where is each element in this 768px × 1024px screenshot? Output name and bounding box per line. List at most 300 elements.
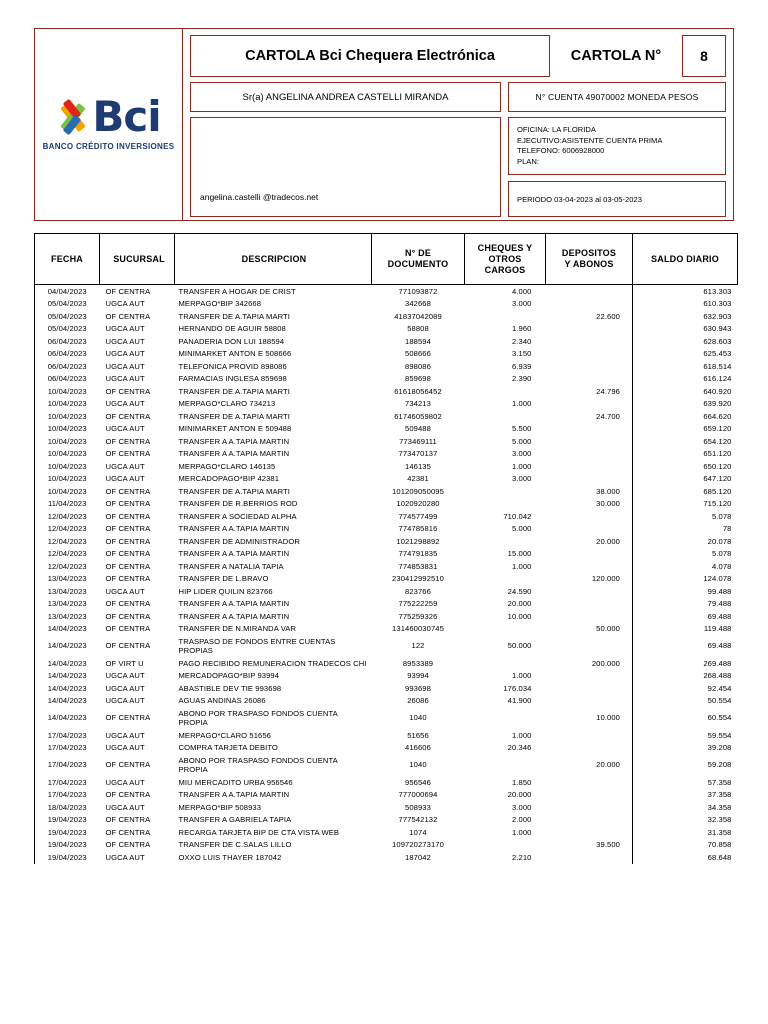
cell-saldo: 70.858 <box>707 840 732 849</box>
cell-documento: 1021298892 <box>396 536 440 546</box>
cell-sucursal: UGCA AUT <box>105 743 145 752</box>
cell-depositos <box>546 560 633 573</box>
table-row <box>35 814 738 827</box>
table-row <box>35 335 738 348</box>
cell-documento: 93994 <box>407 671 429 680</box>
cell-cargos: 3.000 <box>511 299 532 308</box>
bank-logo-text: Bci <box>92 92 161 141</box>
cell-descripcion: TRANSFER DE ADMINISTRADOR <box>178 536 300 546</box>
table-row <box>35 560 738 573</box>
cell-saldo: 639.920 <box>703 399 732 408</box>
cell-fecha: 05/04/2023 <box>35 323 100 336</box>
col-header-cargos-line2: OTROS <box>488 253 522 264</box>
cell-sucursal: OF CENTRA <box>105 815 151 824</box>
cell-cargos <box>465 754 546 776</box>
table-row <box>35 535 738 548</box>
phone-line: TELEFONO: 6006928000 <box>517 146 605 155</box>
cell-depositos <box>546 610 633 623</box>
cell-sucursal: OF CENTRA <box>105 436 151 446</box>
cell-cargos <box>465 410 546 423</box>
cell-depositos <box>546 435 633 448</box>
cell-sucursal: OF CENTRA <box>105 499 151 508</box>
col-header-cargos-line1: CHEQUES Y <box>477 242 533 253</box>
table-row <box>35 682 738 695</box>
cell-cargos <box>465 535 546 548</box>
cell-depositos <box>546 360 633 373</box>
cell-fecha: 13/04/2023 <box>35 598 100 611</box>
cell-descripcion: MINIMARKET ANTON E 509488 <box>178 424 292 433</box>
cell-cargos: 10.000 <box>507 611 532 621</box>
cell-sucursal: UGCA AUT <box>105 671 145 680</box>
cell-saldo: 651.120 <box>703 449 732 458</box>
cell-cargos: 1.000 <box>511 461 532 471</box>
cell-documento: 109720273170 <box>392 840 444 849</box>
cell-cargos: 5.000 <box>511 436 532 446</box>
cell-saldo: 59.208 <box>707 760 732 770</box>
cell-depositos: 38.000 <box>546 485 633 498</box>
cell-descripcion: TRANSFER DE A.TAPIA MARTI <box>178 411 291 421</box>
cell-cargos <box>465 498 546 511</box>
table-row <box>35 373 738 386</box>
transactions-table-wrap <box>34 233 734 864</box>
cell-descripcion: TRANSFER DE A.TAPIA MARTI <box>178 486 291 496</box>
cell-documento: 773470137 <box>398 449 438 458</box>
cell-cargos: 24.590 <box>507 586 532 596</box>
customer-name: Sr(a) ANGELINA ANDREA CASTELLI MIRANDA <box>190 82 501 112</box>
table-row <box>35 498 738 511</box>
cell-sucursal: UGCA AUT <box>105 683 145 693</box>
cell-cargos: 1.960 <box>511 324 532 333</box>
cell-documento: 956546 <box>405 777 431 787</box>
table-row <box>35 851 738 864</box>
cell-saldo: 632.903 <box>703 311 732 321</box>
cell-documento: 61746059802 <box>394 411 442 421</box>
table-row <box>35 742 738 755</box>
cell-documento: 58808 <box>407 324 429 333</box>
cell-sucursal: OF CENTRA <box>105 561 151 571</box>
cell-descripcion: TRANSFER DE A.TAPIA MARTI <box>178 311 291 321</box>
cell-fecha: 12/04/2023 <box>35 548 100 561</box>
cell-documento: 774853831 <box>398 561 438 571</box>
cell-depositos: 20.000 <box>546 535 633 548</box>
cell-saldo: 34.358 <box>707 802 732 812</box>
cell-cargos: 4.000 <box>511 286 532 296</box>
cell-descripcion: OXXO LUIS THAYER 187042 <box>178 852 282 862</box>
office-line: OFICINA: LA FLORIDA <box>517 125 596 134</box>
col-header-depositos <box>546 234 633 285</box>
cell-saldo: 625.453 <box>703 349 732 358</box>
table-row <box>35 754 738 776</box>
table-row <box>35 310 738 323</box>
cell-sucursal: OF CENTRA <box>105 574 151 583</box>
cell-descripcion: TRANSFER A A.TAPIA MARTIN <box>178 611 290 621</box>
cell-depositos <box>546 585 633 598</box>
cell-cargos <box>465 573 546 586</box>
cell-cargos: 1.000 <box>511 827 532 837</box>
cell-documento: 41837042089 <box>394 311 442 321</box>
cell-descripcion: TRANSFER A HOGAR DE CRIST <box>178 286 296 296</box>
table-row <box>35 657 738 670</box>
cell-cargos: 1.000 <box>511 730 532 740</box>
cell-sucursal: UGCA AUT <box>105 696 145 705</box>
cell-saldo: 618.514 <box>703 361 732 371</box>
cell-descripcion: TRANSFER A A.TAPIA MARTIN <box>178 599 290 608</box>
cell-depositos <box>546 548 633 561</box>
cell-cargos: 3.000 <box>511 474 532 483</box>
cell-saldo: 664.620 <box>703 411 732 421</box>
cell-descripcion: MERCADOPAGO*BIP 42381 <box>178 474 280 483</box>
cell-saldo: 647.120 <box>703 474 732 483</box>
cell-sucursal: UGCA AUT <box>105 852 145 862</box>
cell-sucursal: OF CENTRA <box>105 511 151 521</box>
executive-line: EJECUTIVO:ASISTENTE CUENTA PRIMA <box>517 135 663 145</box>
col-header-documento-line1: N° DE <box>404 248 432 258</box>
bank-logo <box>35 29 183 220</box>
cell-fecha: 12/04/2023 <box>35 560 100 573</box>
cell-documento: 734213 <box>405 399 431 408</box>
cell-depositos <box>546 814 633 827</box>
col-header-saldo: SALDO DIARIO <box>633 234 738 285</box>
cell-fecha: 17/04/2023 <box>35 742 100 755</box>
cell-saldo: 60.554 <box>707 713 732 723</box>
cell-depositos <box>546 598 633 611</box>
cell-fecha: 10/04/2023 <box>35 423 100 436</box>
cell-fecha: 19/04/2023 <box>35 839 100 852</box>
cell-saldo: 685.120 <box>703 486 732 496</box>
cell-descripcion: MIU MERCADITO URBA 956546 <box>178 777 293 787</box>
cell-cargos: 20.000 <box>507 790 532 799</box>
cell-documento: 1040 <box>409 713 427 723</box>
cell-saldo: 124.078 <box>703 574 732 583</box>
table-row <box>35 485 738 498</box>
table-row <box>35 670 738 683</box>
table-row <box>35 623 738 636</box>
document-title: CARTOLA Bci Chequera Electrónica <box>190 35 550 77</box>
cell-documento: 898086 <box>405 361 431 371</box>
cell-cargos <box>465 310 546 323</box>
cell-cargos: 710.042 <box>503 511 532 521</box>
cell-depositos: 24.700 <box>546 410 633 423</box>
cell-cargos: 3.000 <box>511 449 532 458</box>
header-title-row <box>190 35 726 77</box>
table-row <box>35 598 738 611</box>
cell-saldo: 69.488 <box>707 641 732 651</box>
cell-descripcion: MERPAGO*BIP 342668 <box>178 299 262 308</box>
table-row <box>35 548 738 561</box>
cell-documento: 416606 <box>405 743 431 752</box>
cell-documento: 8953389 <box>402 658 434 668</box>
cell-descripcion: TRANSFER A A.TAPIA MARTIN <box>178 449 290 458</box>
cell-fecha: 17/04/2023 <box>35 729 100 742</box>
cell-depositos <box>546 335 633 348</box>
cell-cargos: 176.034 <box>503 683 532 693</box>
cell-cargos: 1.000 <box>511 399 532 408</box>
cell-depositos <box>546 670 633 683</box>
cell-descripcion: FARMACIAS INGLESA 859698 <box>178 374 287 383</box>
cell-descripcion: TRANSFER A NATALIA TAPIA <box>178 561 284 571</box>
cartola-number-value: 8 <box>682 35 726 77</box>
cell-descripcion: TRANSFER DE C.SALAS LILLO <box>178 840 292 849</box>
cell-descripcion: ABASTIBLE DEV TIE 993698 <box>178 683 282 693</box>
cell-depositos <box>546 729 633 742</box>
cell-cargos: 41.900 <box>507 696 532 705</box>
cell-descripcion: PANADERIA DON LUI 188594 <box>178 336 285 346</box>
cell-depositos <box>546 398 633 411</box>
table-row <box>35 435 738 448</box>
cell-fecha: 14/04/2023 <box>35 695 100 708</box>
col-header-depositos-line2: Y ABONOS <box>564 259 614 269</box>
table-row <box>35 585 738 598</box>
cell-documento: 773469111 <box>399 436 437 446</box>
header-detail-row <box>190 117 726 217</box>
cell-documento: 51656 <box>407 730 429 740</box>
cell-fecha: 05/04/2023 <box>35 310 100 323</box>
cartola-number-label: CARTOLA N° <box>570 48 662 64</box>
cell-descripcion: TRANSFER DE N.MIRANDA VAR <box>178 624 297 633</box>
cell-fecha: 14/04/2023 <box>35 670 100 683</box>
cell-sucursal: OF CENTRA <box>105 386 151 396</box>
cell-documento: 230412992510 <box>392 574 444 583</box>
cell-saldo: 20.078 <box>707 536 732 546</box>
table-row <box>35 789 738 802</box>
table-header-row <box>35 234 738 285</box>
cell-fecha: 19/04/2023 <box>35 826 100 839</box>
table-row <box>35 510 738 523</box>
cell-fecha: 10/04/2023 <box>35 385 100 398</box>
cell-sucursal: OF CENTRA <box>105 790 151 799</box>
cell-sucursal: OF CENTRA <box>105 411 151 421</box>
cell-sucursal: OF CENTRA <box>105 760 151 770</box>
cell-saldo: 31.358 <box>707 827 732 837</box>
period-info: PERIODO 03-04-2023 al 03-05-2023 <box>508 181 726 217</box>
cell-descripcion: ABONO POR TRASPASO FONDOS CUENTA PROPIA <box>178 755 338 774</box>
col-header-fecha: FECHA <box>35 234 100 285</box>
cell-cargos: 1.850 <box>511 777 532 787</box>
cell-saldo: 32.358 <box>707 815 732 824</box>
cell-sucursal: UGCA AUT <box>105 374 145 383</box>
table-row <box>35 523 738 536</box>
cell-saldo: 5.078 <box>711 549 732 558</box>
cell-depositos: 30.000 <box>546 498 633 511</box>
cell-fecha: 12/04/2023 <box>35 523 100 536</box>
header-right <box>183 29 733 220</box>
table-row <box>35 423 738 436</box>
cell-depositos <box>546 323 633 336</box>
cell-cargos: 5.500 <box>511 424 532 433</box>
cell-sucursal: OF CENTRA <box>105 599 151 608</box>
cell-descripcion: TRANSFER A A.TAPIA MARTIN <box>178 790 290 799</box>
col-header-sucursal: SUCURSAL <box>100 234 175 285</box>
cell-descripcion: TRASPASO DE FONDOS ENTRE CUENTAS PROPIAS <box>178 636 336 655</box>
cell-depositos <box>546 826 633 839</box>
cell-fecha: 10/04/2023 <box>35 398 100 411</box>
cell-cargos: 5.000 <box>511 524 532 533</box>
cell-descripcion: HIP LIDER QUILIN 823766 <box>178 586 273 596</box>
cell-fecha: 11/04/2023 <box>35 498 100 511</box>
cell-fecha: 10/04/2023 <box>35 473 100 486</box>
cell-descripcion: TRANSFER DE R.BERRIOS ROD <box>178 499 298 508</box>
cell-saldo: 616.124 <box>703 374 732 383</box>
cell-sucursal: UGCA AUT <box>105 324 145 333</box>
cell-fecha: 10/04/2023 <box>35 448 100 461</box>
cell-descripcion: RECARGA TARJETA BIP DE CTA VISTA WEB <box>178 827 340 837</box>
cell-saldo: 268.488 <box>703 671 732 680</box>
customer-email: angelina.castelli @tradecos.net <box>190 117 501 217</box>
cell-cargos <box>465 839 546 852</box>
cell-fecha: 17/04/2023 <box>35 789 100 802</box>
cell-documento: 509488 <box>405 424 431 433</box>
bank-logo-subtitle: BANCO CRÉDITO INVERSIONES <box>42 142 175 151</box>
cell-depositos: 10.000 <box>546 707 633 729</box>
office-details <box>508 117 726 175</box>
cell-depositos <box>546 635 633 657</box>
table-row <box>35 635 738 657</box>
cell-cargos <box>465 485 546 498</box>
table-header <box>35 234 738 285</box>
cell-depositos <box>546 285 633 298</box>
cell-fecha: 04/04/2023 <box>35 285 100 298</box>
cell-documento: 146135 <box>405 461 431 471</box>
cell-descripcion: MERPAGO*CLARO 734213 <box>178 399 276 408</box>
cell-fecha: 14/04/2023 <box>35 707 100 729</box>
cell-documento: 774785816 <box>398 524 438 533</box>
cell-descripcion: MINIMARKET ANTON E 508666 <box>178 349 292 358</box>
cell-fecha: 05/04/2023 <box>35 298 100 311</box>
table-row <box>35 729 738 742</box>
cell-fecha: 13/04/2023 <box>35 573 100 586</box>
cell-documento: 823766 <box>405 586 431 596</box>
cell-sucursal: UGCA AUT <box>105 730 145 740</box>
cell-depositos <box>546 801 633 814</box>
table-row <box>35 610 738 623</box>
cell-descripcion: ABONO POR TRASPASO FONDOS CUENTA PROPIA <box>178 708 338 727</box>
cell-fecha: 06/04/2023 <box>35 335 100 348</box>
cell-fecha: 10/04/2023 <box>35 410 100 423</box>
cell-sucursal: OF CENTRA <box>105 286 151 296</box>
cell-depositos: 200.000 <box>546 657 633 670</box>
table-body <box>35 285 738 864</box>
bci-x-icon <box>56 99 90 135</box>
table-row <box>35 801 738 814</box>
col-header-descripcion: DESCRIPCION <box>175 234 372 285</box>
cell-sucursal: OF CENTRA <box>105 641 151 651</box>
cell-sucursal: UGCA AUT <box>105 777 145 787</box>
header-customer-row <box>190 82 726 112</box>
cell-fecha: 12/04/2023 <box>35 535 100 548</box>
cell-saldo: 269.488 <box>703 658 732 668</box>
cell-saldo: 613.303 <box>703 286 732 296</box>
cell-fecha: 06/04/2023 <box>35 373 100 386</box>
cell-saldo: 650.120 <box>703 461 732 471</box>
cell-sucursal: OF CENTRA <box>105 827 151 837</box>
cell-descripcion: HERNANDO DE AGUIR 58808 <box>178 324 286 333</box>
col-header-documento-line2: DOCUMENTO <box>387 259 449 269</box>
cell-cargos: 1.000 <box>511 671 532 680</box>
table-row <box>35 360 738 373</box>
cell-descripcion: TRANSFER DE A.TAPIA MARTI <box>178 386 291 396</box>
col-header-cargos <box>465 234 546 285</box>
cell-documento: 774577499 <box>398 511 438 521</box>
cell-fecha: 17/04/2023 <box>35 754 100 776</box>
cell-documento: 1040 <box>409 760 427 770</box>
cell-documento: 1020920280 <box>396 499 440 508</box>
cell-fecha: 18/04/2023 <box>35 801 100 814</box>
cell-cargos: 20.346 <box>507 743 532 752</box>
cell-saldo: 654.120 <box>703 436 732 446</box>
cell-documento: 777542132 <box>398 815 438 824</box>
table-row <box>35 707 738 729</box>
cell-documento: 61618056452 <box>394 386 442 396</box>
cell-documento: 26086 <box>407 696 429 705</box>
cell-descripcion: MERPAGO*BIP 508933 <box>178 802 262 812</box>
table-row <box>35 839 738 852</box>
cell-cargos <box>465 707 546 729</box>
cell-depositos <box>546 348 633 361</box>
cell-depositos <box>546 510 633 523</box>
cell-sucursal: OF VIRT U <box>105 658 144 668</box>
cell-depositos <box>546 789 633 802</box>
cell-fecha: 14/04/2023 <box>35 623 100 636</box>
cell-fecha: 13/04/2023 <box>35 585 100 598</box>
cell-sucursal: UGCA AUT <box>105 802 145 812</box>
cell-saldo: 50.554 <box>707 696 732 705</box>
cell-saldo: 68.648 <box>707 852 732 862</box>
cell-sucursal: UGCA AUT <box>105 361 145 371</box>
cell-fecha: 13/04/2023 <box>35 610 100 623</box>
cell-sucursal: UGCA AUT <box>105 299 145 308</box>
cell-documento: 771093872 <box>398 286 438 296</box>
cell-depositos <box>546 473 633 486</box>
cell-documento: 1074 <box>409 827 427 837</box>
cell-depositos <box>546 460 633 473</box>
cell-descripcion: TRANSFER A SOCIEDAD ALPHA <box>178 511 297 521</box>
plan-line: PLAN: <box>517 156 539 166</box>
cell-depositos <box>546 298 633 311</box>
cell-saldo: 5.078 <box>711 511 732 521</box>
cell-saldo: 715.120 <box>703 499 732 508</box>
cell-fecha: 12/04/2023 <box>35 510 100 523</box>
table-row <box>35 385 738 398</box>
cell-fecha: 10/04/2023 <box>35 460 100 473</box>
cell-descripcion: TRANSFER A A.TAPIA MARTIN <box>178 436 290 446</box>
cell-descripcion: MERPAGO*CLARO 51656 <box>178 730 271 740</box>
cell-descripcion: MERPAGO*CLARO 146135 <box>178 461 276 471</box>
cell-descripcion: TRANSFER DE L.BRAVO <box>178 574 269 583</box>
table-row <box>35 460 738 473</box>
cell-sucursal: UGCA AUT <box>105 399 145 408</box>
cell-sucursal: OF CENTRA <box>105 713 151 723</box>
cell-saldo: 610.303 <box>703 299 732 308</box>
document-header <box>34 28 734 221</box>
cell-documento: 508933 <box>405 802 431 812</box>
cell-documento: 774791835 <box>398 549 438 558</box>
cell-fecha: 06/04/2023 <box>35 360 100 373</box>
cell-cargos <box>465 657 546 670</box>
cell-fecha: 06/04/2023 <box>35 348 100 361</box>
cell-sucursal: OF CENTRA <box>105 524 151 533</box>
cell-sucursal: OF CENTRA <box>105 311 151 321</box>
cell-cargos: 2.000 <box>511 815 532 824</box>
cell-sucursal: UGCA AUT <box>105 586 145 596</box>
table-row <box>35 573 738 586</box>
cell-sucursal: UGCA AUT <box>105 424 145 433</box>
cell-fecha: 14/04/2023 <box>35 657 100 670</box>
cell-depositos <box>546 776 633 789</box>
cell-fecha: 19/04/2023 <box>35 851 100 864</box>
cell-depositos: 24.796 <box>546 385 633 398</box>
cell-sucursal: UGCA AUT <box>105 474 145 483</box>
cell-depositos: 22.600 <box>546 310 633 323</box>
